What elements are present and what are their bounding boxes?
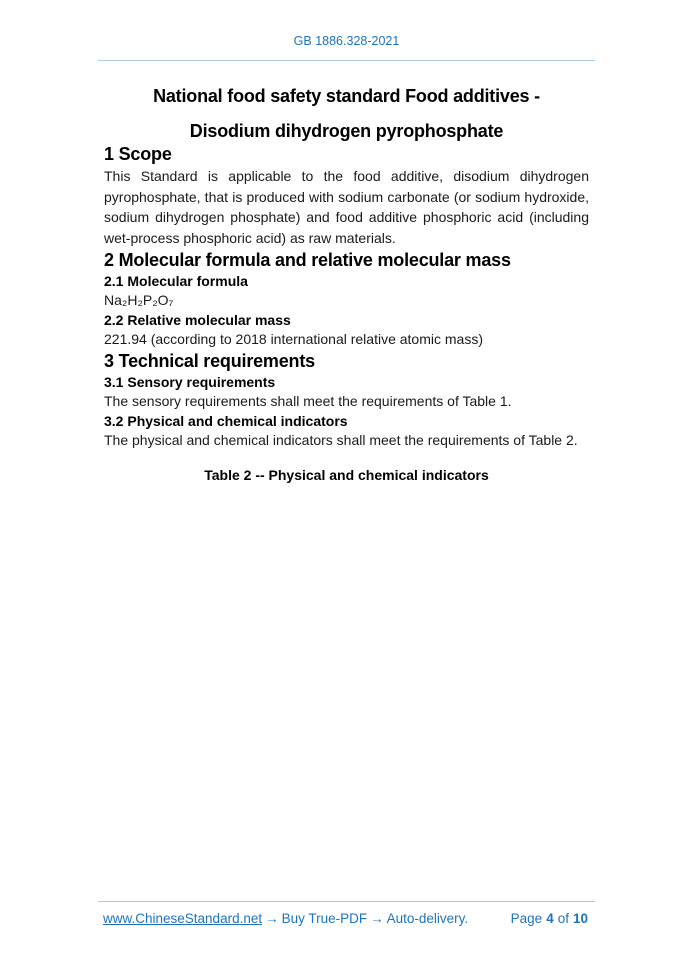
page-footer bbox=[98, 901, 595, 926]
section-3-heading: 3 Technical requirements bbox=[104, 351, 315, 371]
page-content bbox=[0, 33, 693, 483]
molecular-formula: Na₂H₂P₂O₇ bbox=[104, 292, 174, 308]
footer-rule bbox=[98, 901, 595, 902]
relative-molecular-mass: 221.94 (according to 2018 international relative atomic mass) bbox=[104, 330, 483, 347]
subsection-2-1-heading: 2.1 Molecular formula bbox=[104, 273, 248, 289]
document-title-line1: National food safety standard Food additives - bbox=[153, 86, 540, 106]
page-total: 10 bbox=[572, 911, 588, 926]
footer-step-buy: Buy True-PDF bbox=[281, 911, 368, 926]
section-1-scope-heading: 1 Scope bbox=[104, 144, 172, 164]
header-rule bbox=[98, 60, 595, 61]
section-2-heading: 2 Molecular formula and relative molecular mass bbox=[104, 250, 511, 270]
subsection-2-2-heading: 2.2 Relative molecular mass bbox=[104, 311, 291, 328]
of-label: of bbox=[557, 911, 569, 926]
document-title-line2: Disodium dihydrogen pyrophosphate bbox=[189, 121, 504, 141]
footer-promo bbox=[103, 911, 468, 926]
arrow-right-icon: → bbox=[265, 911, 279, 926]
arrow-right-icon: → bbox=[370, 911, 384, 926]
page-current: 4 bbox=[546, 911, 554, 926]
subsection-3-1-heading: 3.1 Sensory requirements bbox=[104, 374, 276, 390]
subsection-3-2-heading: 3.2 Physical and chemical indicators bbox=[104, 412, 348, 429]
chinesestandard-link[interactable]: www.ChineseStandard.net bbox=[103, 911, 263, 926]
standard-code: GB 1886.328-2021 bbox=[293, 34, 400, 48]
footer-row bbox=[98, 911, 595, 926]
footer-step-delivery: Auto-delivery. bbox=[386, 911, 469, 926]
sensory-requirements-text: The sensory requirements shall meet the requirements of Table 1. bbox=[104, 393, 512, 409]
page-label: Page bbox=[510, 911, 543, 926]
physical-chemical-text: The physical and chemical indicators shall meet the requirements of Table 2. bbox=[104, 431, 578, 448]
scope-paragraph: This Standard is applicable to the food additive, disodium dihydrogen pyrophosphate, that is produced with sodium carbonate (or sodium hydroxide, sodium dihydrogen phosphate) and food additive phosphoric acid (including wet-process phosphoric acid) as raw materials. bbox=[104, 168, 589, 246]
table-2-caption: Table 2 -- Physical and chemical indicators bbox=[204, 467, 489, 483]
page-indicator bbox=[509, 911, 590, 926]
